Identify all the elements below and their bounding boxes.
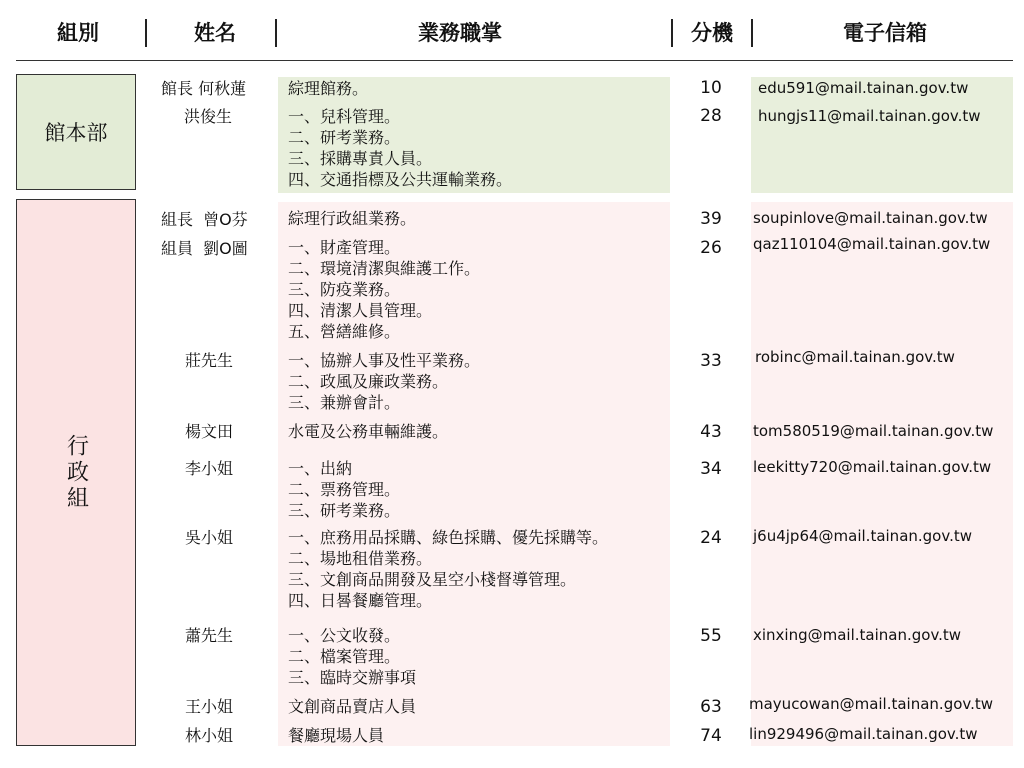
duty-line: 二、研考業務。 <box>288 128 401 147</box>
header-separator <box>145 19 147 47</box>
staff-name: 組員 劉O圖 <box>161 239 248 258</box>
email-address[interactable]: edu591@mail.tainan.gov.tw <box>758 79 969 97</box>
extension: 28 <box>700 106 722 126</box>
staff-name: 李小姐 <box>185 459 234 478</box>
email-address[interactable]: tom580519@mail.tainan.gov.tw <box>753 422 994 440</box>
email-address[interactable]: leekitty720@mail.tainan.gov.tw <box>753 458 992 476</box>
duty-line: 二、政風及廉政業務。 <box>288 372 449 391</box>
staff-duties <box>288 208 416 229</box>
staff-name: 館長 何秋蓮 <box>161 79 247 98</box>
staff-name: 洪俊生 <box>184 107 233 126</box>
extension: 55 <box>700 626 722 646</box>
group-label <box>16 74 136 190</box>
email-address[interactable]: hungjs11@mail.tainan.gov.tw <box>758 107 981 125</box>
staff-name: 莊先生 <box>185 351 234 370</box>
staff-duties <box>288 350 480 413</box>
email-address[interactable]: lin929496@mail.tainan.gov.tw <box>749 725 978 743</box>
extension: 39 <box>700 209 722 229</box>
extension: 10 <box>700 78 722 98</box>
email-address[interactable]: xinxing@mail.tainan.gov.tw <box>753 626 962 644</box>
extension: 33 <box>700 351 722 371</box>
duty-line: 三、採購專責人員。 <box>288 149 433 168</box>
staff-name: 吳小姐 <box>185 528 234 547</box>
duty-line: 四、日晷餐廳管理。 <box>288 591 433 610</box>
duty-line: 三、防疫業務。 <box>288 280 401 299</box>
duty-line: 三、研考業務。 <box>288 501 401 520</box>
duty-line: 二、環境清潔與維護工作。 <box>288 259 481 278</box>
duty-line: 一、公文收發。 <box>288 626 401 645</box>
staff-duties <box>288 725 384 746</box>
extension: 34 <box>700 459 722 479</box>
header-ext: 分機 <box>691 21 733 45</box>
header-separator <box>751 19 753 47</box>
staff-name: 組長 曾O芬 <box>161 210 248 229</box>
email-address[interactable]: qaz110104@mail.tainan.gov.tw <box>753 235 991 253</box>
header-group: 組別 <box>57 21 99 45</box>
extension: 43 <box>700 422 722 442</box>
duty-line: 綜理館務。 <box>288 79 369 98</box>
extension: 26 <box>700 238 722 258</box>
duty-line: 一、兒科管理。 <box>288 107 401 126</box>
email-address[interactable]: soupinlove@mail.tainan.gov.tw <box>753 209 988 227</box>
extension: 63 <box>700 697 722 717</box>
staff-name: 楊文田 <box>185 422 234 441</box>
staff-name: 蕭先生 <box>185 626 234 645</box>
email-address[interactable]: j6u4jp64@mail.tainan.gov.tw <box>753 527 972 545</box>
duty-line: 四、交通指標及公共運輸業務。 <box>288 170 513 189</box>
duty-line: 一、財產管理。 <box>288 238 401 257</box>
duty-line: 二、檔案管理。 <box>288 647 401 666</box>
extension: 24 <box>700 528 722 548</box>
header-name: 姓名 <box>194 21 236 45</box>
staff-duties <box>288 527 608 611</box>
duty-line: 五、營繕維修。 <box>288 322 401 341</box>
duty-line: 一、協辦人事及性平業務。 <box>288 351 481 370</box>
group-name: 行政組 <box>63 433 89 512</box>
staff-duties <box>288 458 400 521</box>
header-divider <box>16 60 1013 61</box>
group-label <box>16 199 136 746</box>
duty-line: 三、兼辦會計。 <box>288 393 401 412</box>
staff-name: 王小姐 <box>185 697 234 716</box>
duty-line: 綜理行政組業務。 <box>288 209 417 228</box>
duty-line: 三、文創商品開發及星空小棧督導管理。 <box>288 570 577 589</box>
duty-line: 三、臨時交辦事項 <box>288 668 417 687</box>
staff-duties <box>288 106 512 190</box>
staff-duties <box>288 237 480 342</box>
staff-duties <box>288 696 416 717</box>
staff-duties <box>288 78 368 99</box>
staff-duties <box>288 625 416 688</box>
duty-line: 水電及公務車輛維護。 <box>288 422 449 441</box>
duty-line: 四、清潔人員管理。 <box>288 301 433 320</box>
duty-line: 餐廳現場人員 <box>288 726 385 745</box>
header-duty: 業務職掌 <box>418 21 502 45</box>
duty-line: 一、庶務用品採購、綠色採購、優先採購等。 <box>288 528 609 547</box>
email-address[interactable]: mayucowan@mail.tainan.gov.tw <box>749 695 994 713</box>
staff-name: 林小姐 <box>185 726 234 745</box>
duty-line: 文創商品賣店人員 <box>288 697 417 716</box>
duty-line: 二、場地租借業務。 <box>288 549 433 568</box>
staff-duties <box>288 421 448 442</box>
group-name: 館本部 <box>44 121 108 145</box>
header-separator <box>275 19 277 47</box>
header-email: 電子信箱 <box>843 21 927 45</box>
duty-line: 二、票務管理。 <box>288 480 401 499</box>
duty-line: 一、出納 <box>288 459 353 478</box>
email-address[interactable]: robinc@mail.tainan.gov.tw <box>755 348 955 366</box>
extension: 74 <box>700 726 722 746</box>
header-separator <box>671 19 673 47</box>
